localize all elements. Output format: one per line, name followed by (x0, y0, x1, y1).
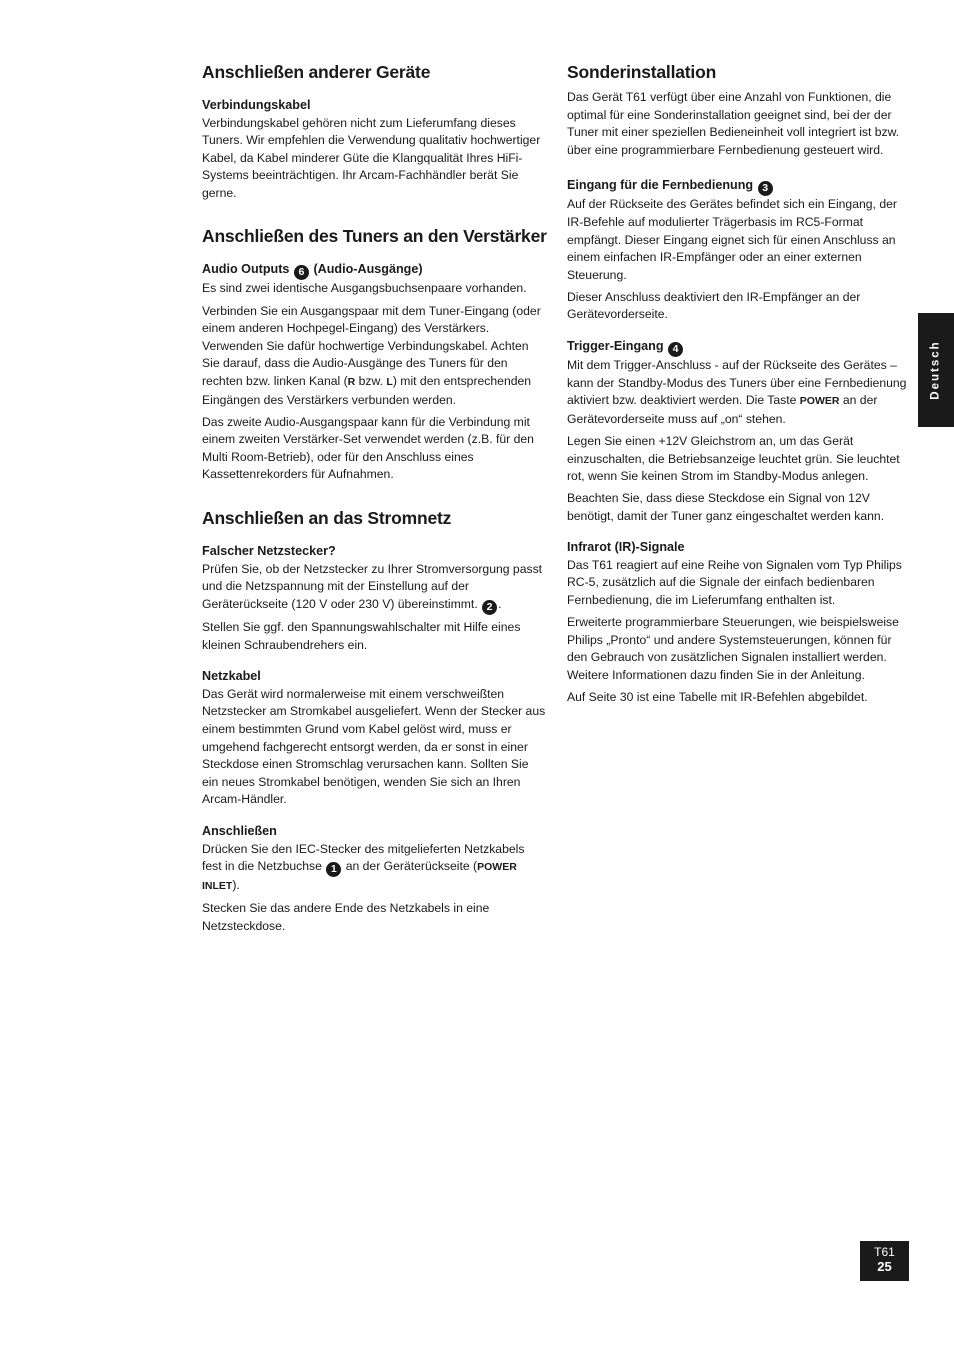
subsection-heading: Audio Outputs 6 (Audio-Ausgänge) (202, 262, 423, 279)
subsection-wrong-plug (202, 543, 547, 654)
callout-number-icon: 4 (668, 342, 683, 357)
paragraph: Erweiterte programmierbare Steuerungen, wie beispielsweise Philips „Pronto“ und andere Systemsteuerungen, können für den Gebrauch von zusätzlichen Signalen installiert werden. Weitere Informationen dazu finden Sie in der Anleitung. (567, 615, 899, 682)
section-custom-install (567, 62, 912, 707)
subsection-heading: Anschließen (202, 824, 277, 839)
paragraph: Drücken Sie den IEC-Stecker des mitgelieferten Netzkabels fest in die Netzbuchse 1 an der Geräterückseite (POWER INLET). (202, 841, 525, 893)
paragraph: Das T61 reagiert auf eine Reihe von Signalen vom Typ Philips RC-5, zusätzlich auf die Signale der einfach bedienbaren Fernbedienung, die im Lieferumfang enthalten ist. (567, 557, 902, 608)
subsection-heading: Falscher Netzstecker? (202, 544, 336, 558)
paragraph: Das Gerät T61 verfügt über eine Anzahl von Funktionen, die optimal für eine Sonderinstallation geeignet sind, bei der der Tuner mit einer speziellen Bedieneinheit voll integriert ist bzw. über eine programmierbare Fernbedienung gesteuert wird. (567, 90, 900, 157)
section-title: Sonderinstallation (567, 62, 717, 82)
paragraph: Das zweite Audio-Ausgangspaar kann für die Verbindung mit einem zweiten Verstärker-Set verwendet werden (z.B. für den Multi Room-Betrieb), oder für den Anschluss eines Kassettenrekorders für Aufnahmen. (202, 414, 534, 482)
right-column (567, 62, 912, 731)
section-mains (202, 508, 547, 935)
subsection-ir-signals (567, 539, 912, 706)
page-number-box (860, 1241, 909, 1281)
paragraph: Das Gerät wird normalerweise mit einem verschweißten Netzstecker am Stromkabel ausgeliefert. Wenn der Stecker aus einem bestimmten Grund vom Kabel gelöst wird, muss er umgehend fachgerecht entsorgt werden, da er sonst in einer Steckdose einen Stromschlag verursachen kann. Sollten Sie ein neues Stromkabel benötigen, wenden Sie sich an Ihren Arcam-Händler. (202, 686, 546, 807)
paragraph: Auf Seite 30 ist eine Tabelle mit IR-Befehlen abgebildet. (567, 690, 868, 705)
subsection-trigger-input (567, 338, 912, 525)
left-column (202, 62, 547, 959)
callout-number-icon: 2 (482, 600, 497, 615)
section-title: Anschließen an das Stromnetz (202, 508, 452, 528)
paragraph: Auf der Rückseite des Gerätes befindet sich ein Eingang, der IR-Befehle auf modulierter Trägerbasis im RC5-Format empfängt. Dieser Eingang eignet sich für einen Anschluss an einem einfachen IR-Empfänger oder an einer externen Steuerung. (567, 197, 897, 282)
language-tab-label: Deutsch (930, 340, 942, 400)
paragraph: Es sind zwei identische Ausgangsbuchsenpaare vorhanden. (202, 281, 527, 296)
section-title: Anschließen des Tuners an den Verstärker (202, 226, 547, 247)
language-tab (918, 313, 954, 427)
page-number: 25 (877, 1259, 892, 1274)
subsection-heading: Infrarot (IR)-Signale (567, 540, 685, 555)
subsection-audio-outputs (202, 261, 547, 484)
subsection-connecting (202, 823, 547, 935)
model-name: T61 (874, 1245, 895, 1259)
section-title: Anschließen anderer Geräte (202, 62, 431, 82)
paragraph: Prüfen Sie, ob der Netzstecker zu Ihrer Stromversorgung passt und die Netzspannung mit der Einstellung auf der Geräterückseite (120 V oder 230 V) übereinstimmt. 2 . (202, 561, 543, 613)
section-tuner-amplifier (202, 226, 547, 484)
paragraph: Stecken Sie das andere Ende des Netzkabels in eine Netzsteckdose. (202, 901, 490, 933)
paragraph: Beachten Sie, dass diese Steckdose ein Signal von 12V benötigt, damit der Tuner ganz eingeschaltet werden kann. (567, 491, 885, 523)
paragraph: Verbindungskabel gehören nicht zum Lieferumfang dieses Tuners. Wir empfehlen die Verwendung qualitativ hochwertiger Kabel, da Kabel minderer Güte die Klangqualität Ihres HiFi-Systems beeinträchtigen. Ihr Arcam-Fachhändler berät Sie gerne. (202, 115, 541, 200)
subsection-heading: Netzkabel (202, 669, 261, 684)
subsection-power-cable (202, 668, 547, 809)
subsection-heading: Eingang für die Fernbedienung 3 (567, 177, 912, 196)
paragraph: Verbinden Sie ein Ausgangspaar mit dem Tuner-Eingang (oder einem anderen Hochpegel-Eingang) des Verstärkers. Verwenden Sie dafür hochwertige Verbindungskabel. Achten Sie darauf, dass die Audio-Ausgänge des Tuners für den rechten bzw. linken Kanal (R bzw. L) mit den entsprechenden Eingängen des Verstärkers verbunden werden. (202, 303, 541, 407)
callout-number-icon: 3 (758, 181, 773, 196)
subsection-heading: Trigger-Eingang 4 (567, 338, 912, 357)
subsection-cables (202, 97, 547, 202)
callout-number-icon: 6 (294, 265, 309, 280)
callout-number-icon: 1 (326, 862, 341, 877)
subsection-remote-input (567, 177, 912, 324)
paragraph: Stellen Sie ggf. den Spannungswahlschalter mit Hilfe eines kleinen Schraubendrehers ein. (202, 620, 521, 652)
subsection-heading: Verbindungskabel (202, 98, 311, 112)
section-other-devices (202, 62, 547, 202)
paragraph: Mit dem Trigger-Anschluss - auf der Rückseite des Gerätes – kann der Standby-Modus des Tuners über eine Fernbedienung aktiviert bzw. deaktiviert werden. Die Taste POWER an der Gerätevorderseite muss auf „on“ stehen. (567, 358, 907, 426)
paragraph: Dieser Anschluss deaktiviert den IR-Empfänger an der Gerätevorderseite. (567, 289, 861, 322)
paragraph: Legen Sie einen +12V Gleichstrom an, um das Gerät einzuschalten, die Betriebsanzeige leuchtet grün. Sie leuchtet rot, wenn Sie keinen Strom im Standby-Modus anlegen. (567, 433, 900, 484)
